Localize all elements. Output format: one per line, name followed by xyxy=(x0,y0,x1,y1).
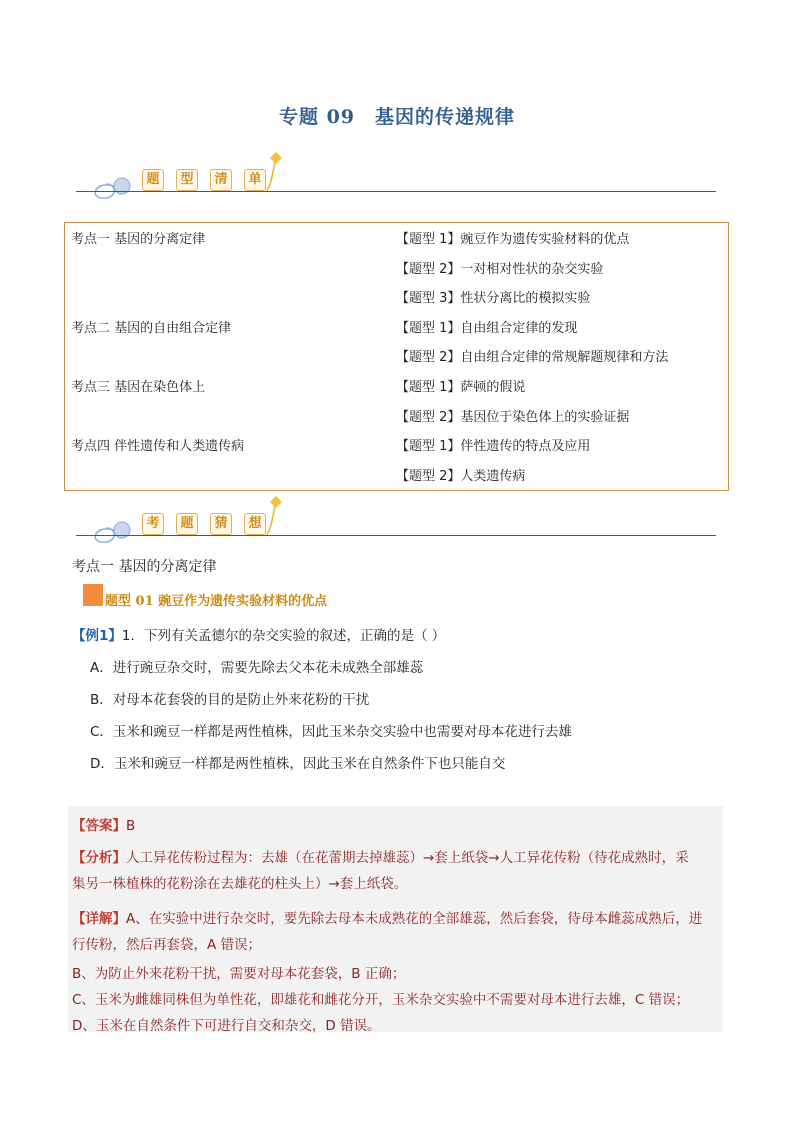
detail-c: C、玉米为雌雄同株但为单性花，即雄花和雌花分开，玉米杂交实验中不需要对母本进行去雄，C 错误； xyxy=(72,992,690,1008)
detail-b: B、为防止外来花粉干扰，需要对母本花套袋，B 正确； xyxy=(72,966,406,982)
detail-tag: 【详解】 xyxy=(72,911,126,927)
toc-type: 【题型 2】一对相对性状的杂交实验 xyxy=(396,261,604,277)
toc-topics xyxy=(71,225,244,491)
toc-type: 【题型 1】自由组合定律的发现 xyxy=(396,320,578,336)
toc-topic: 考点四 伴性遗传和人类遗传病 xyxy=(71,439,245,455)
toc-topic xyxy=(71,462,244,492)
toc-type: 【题型 1】伴性遗传的特点及应用 xyxy=(396,439,591,455)
toc-topic: 考点一 基因的分离定律 xyxy=(71,232,206,247)
example-tag: 【例1】 xyxy=(72,628,122,644)
question-type-title: 题型 01 豌豆作为遗传实验材料的优点 xyxy=(105,594,328,609)
header-divider xyxy=(76,535,716,536)
answer-explanation xyxy=(68,806,723,1032)
section-header-question-guess xyxy=(76,494,716,550)
toc-topic xyxy=(71,403,244,433)
topic-label: 考点一 基因的分离定律 xyxy=(72,559,217,575)
toc-type: 【题型 2】基因位于染色体上的实验证据 xyxy=(396,409,630,425)
toc-type: 【题型 1】萨顿的假说 xyxy=(396,379,526,395)
flower-swirl-icon xyxy=(76,494,716,550)
header-char: 题 xyxy=(176,513,198,535)
header-char: 猜 xyxy=(210,513,232,535)
option-b: B．对母本花套袋的目的是防止外来花粉的干扰 xyxy=(90,692,370,708)
answer-tag: 【答案】 xyxy=(72,818,126,834)
analysis-text: 人工异花传粉过程为：去雄（在花蕾期去掉雄蕊）→套上纸袋→人工异花传粉（待花成熟时，采 xyxy=(126,850,689,866)
question-type-table xyxy=(64,222,729,491)
example-question xyxy=(72,624,732,784)
option-a: A．进行豌豆杂交时，需要先除去父本花未成熟全部雄蕊 xyxy=(90,660,424,676)
header-char: 单 xyxy=(244,169,266,191)
toc-type: 【题型 2】人类遗传病 xyxy=(396,468,526,484)
header-char: 考 xyxy=(142,513,164,535)
toc-topic xyxy=(71,343,244,373)
detail-line xyxy=(72,907,702,927)
detail-text: A、在实验中进行杂交时，要先除去母本未成熟花的全部雄蕊，然后套袋，待母本雌蕊成熟后，进 xyxy=(126,911,703,927)
toc-type: 【题型 3】性状分离比的模拟实验 xyxy=(396,291,591,307)
analysis-tag: 【分析】 xyxy=(72,850,126,866)
toc-type: 【题型 1】豌豆作为遗传实验材料的优点 xyxy=(396,232,630,247)
toc-topic xyxy=(71,284,244,314)
answer-value: B xyxy=(126,818,136,834)
answer-line xyxy=(72,814,135,834)
orange-square-icon xyxy=(83,584,103,606)
question-stem-text: 1．下列有关孟德尔的杂交实验的叙述，正确的是（ ） xyxy=(121,628,446,644)
option-d: D．玉米和豌豆一样都是两性植株，因此玉米在自然条件下也只能自交 xyxy=(90,756,506,772)
question-stem xyxy=(72,624,732,656)
flower-swirl-icon xyxy=(76,150,716,206)
page-title: 专题 09 基因的传递规律 xyxy=(278,106,516,128)
detail-d: D、玉米在自然条件下可进行自交和杂交，D 错误。 xyxy=(72,1018,381,1034)
header-char: 想 xyxy=(244,513,266,535)
header-divider xyxy=(76,191,716,192)
detail-text-cont: 行传粉，然后再套袋，A 错误； xyxy=(72,937,262,953)
header-char: 型 xyxy=(176,169,198,191)
section-header-question-types xyxy=(76,150,716,206)
header-char: 清 xyxy=(210,169,232,191)
toc-topic: 考点二 基因的自由组合定律 xyxy=(71,320,232,336)
toc-topic xyxy=(71,255,244,285)
toc-topic: 考点三 基因在染色体上 xyxy=(71,379,206,395)
question-type-heading xyxy=(83,584,383,610)
analysis-line xyxy=(72,846,689,866)
toc-type: 【题型 2】自由组合定律的常规解题规律和方法 xyxy=(396,350,669,366)
toc-question-types xyxy=(396,225,668,491)
option-c: C．玉米和豌豆一样都是两性植株，因此玉米杂交实验中也需要对母本花进行去雄 xyxy=(90,724,572,740)
header-char: 题 xyxy=(142,169,164,191)
analysis-text-cont: 集另一株植株的花粉涂在去雄花的柱头上）→套上纸袋。 xyxy=(72,876,408,892)
